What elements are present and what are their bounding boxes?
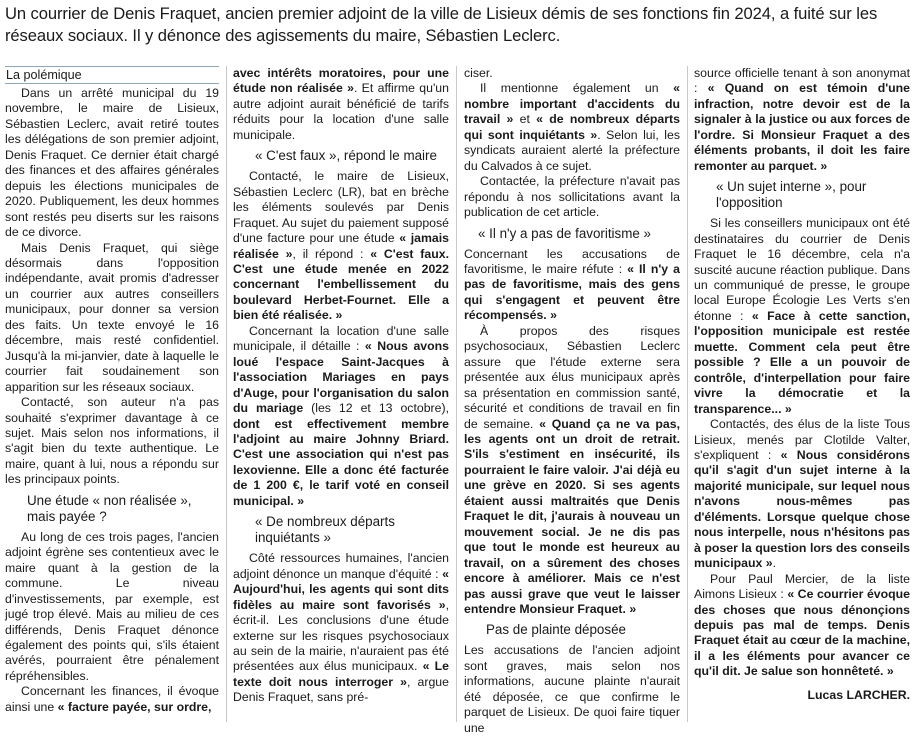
text-run: Côté ressources humaines, l'ancien adjoint dénonce un manque d'équité : — [233, 551, 449, 581]
text-run: et — [513, 112, 537, 127]
paragraph: Contacté, son auteur n'a pas souhaité s'exprimer davantage à ce sujet. Mais selon nos informations, il s'agit bien du texte authentique. Le maire, quant à lui, nous a répondu sur les principaux points. — [5, 395, 219, 487]
subheading: Une étude « non réalisée », mais payée ? — [27, 492, 192, 524]
text-run: , il répond : — [292, 246, 371, 261]
quote: « Quand ça ne va pas, les agents ont un droit de retrait. S'ils s'estiment en insécurité, ils pourraient le faire valoir. J'ai déjà eu une grève en 2020. Si ses agents étaient aussi maltraités que Denis Fraquet le dit, j'aurais à nouveau un mouvement social. Je ne dis pas que tout le monde est heureux au travail, on a sûrement des choses encore à améliorer. Mais ce n'est pas aussi grave que veut le laisser entendre Monsieur Fraquet. » — [464, 416, 680, 616]
quote: « Quand on est témoin d'une infraction, notre devoir est de la signaler à la justice ou aux forces de l'ordre. Si Monsieur Fraquet a des éléments probants, il doit les faire remonter au parquet. » — [694, 81, 910, 173]
paragraph — [694, 66, 910, 174]
section-rubric: La polémique — [5, 66, 219, 84]
text-run: Pour Paul Mercier, de la liste Aimons Lisieux : — [694, 571, 910, 602]
quote: « Ce courrier évoque des choses que nous dénonçions depuis pas mal de temps. Denis Fraquet était au cœur de la machine, il a les éléments pour avancer ce qu'il dit. Je salue son honnêteté. » — [694, 587, 910, 679]
quote: dont est effectivement membre l'adjoint au maire Johnny Briard. C'est une association qui n'est pas lexovienne. Elle a donc été facturée de 1 200 €, le tarif voté en conseil municipal. » — [233, 416, 449, 508]
article-lead: Un courrier de Denis Fraquet, ancien premier adjoint de la ville de Lisieux démis de ses fonctions fin 2024, a fuité sur les réseaux sociaux. Il y dénonce des agissements du maire, Sébastien Leclerc. — [5, 4, 878, 45]
paragraph: Dans un arrêté municipal du 19 novembre, le maire de Lisieux, Sébastien Leclerc, avait retiré toutes les délégations de son premier adjoint, Denis Fraquet. Ce dernier était chargé des finances et des affaires générales depuis les élections municipales de 2020. Publiquement, les deux hommes sont restés peu diserts sur les raisons de ce divorce. — [5, 86, 219, 240]
paragraph — [694, 216, 910, 417]
paragraph: Contactée, la préfecture n'avait pas répondu à nos sollicitations avant la publication de cet article. — [464, 174, 680, 220]
quote: « facture payée, sur ordre, — [57, 699, 212, 714]
quote: « Aujourd'hui, les agents qui sont dits fidèles au maire sont favorisés » — [233, 566, 449, 612]
text-run: (les 12 et 13 octobre), — [303, 401, 449, 416]
text-run: . — [772, 556, 777, 571]
paragraph — [464, 324, 680, 618]
text-run: , argue Denis Fraquet, sans pré- — [233, 674, 449, 705]
paragraph — [233, 551, 449, 706]
paragraph — [233, 324, 449, 509]
quote: « Nous avons loué l'espace Saint-Jacques à l'association Mariages en pays d'Auge, pour l'organisation du salon du mariage — [233, 339, 449, 416]
text-run: , écrit-il. Les conclusions d'une étude externe sur les risques psychosociaux au sein de la mairie, n'auraient pas été présentées aux élus municipaux. — [233, 597, 449, 674]
text-run: Contacté, le maire de Lisieux, Sébastien Leclerc (LR), bat en brèche les éléments soulevés par Denis Fraquet. Au sujet du paiement supposé d'une facture pour une étude — [233, 169, 449, 246]
paragraph — [694, 417, 910, 572]
text-run: source officielle tenant à son anonymat : — [694, 66, 910, 96]
quote: « de nombreux départs qui sont inquiétants » — [464, 112, 680, 142]
subheading: « C'est faux », répond le maire — [255, 148, 437, 164]
paragraph — [464, 247, 680, 324]
subheading: « De nombreux départs inquiétants » — [255, 514, 395, 546]
subheading: Pas de plainte déposée — [486, 622, 626, 638]
quote: « Le texte doit nous interroger » — [233, 659, 449, 689]
subheading: « Il n'y a pas de favoritisme » — [478, 225, 651, 241]
paragraph — [694, 572, 910, 680]
text-run: Si les conseillers municipaux ont été destinataires du courrier de Denis Fraquet le 16 décembre, cela n'a suscité aucune réaction publique. Dans un communiqué de presse, le groupe local Europe Écologie Les Verts s'en étonne : — [694, 216, 910, 323]
quote: « Face à cette sanction, l'opposition municipale est restée muette. Comment cela peut être possible ? Elle a un pouvoir de contrôle, d'interpellation pour faire vivre la démocratie et la transparence... » — [694, 308, 910, 416]
text-run: . Selon lui, les syndicats auraient alerté la préfecture du Calvados à ce sujet. — [464, 127, 680, 173]
paragraph — [233, 169, 449, 324]
quote: avec intérêts moratoires, pour une étude non réalisée » — [233, 66, 449, 96]
text-run: Concernant les accusations de favoritisme, le maire réfute : — [464, 246, 680, 276]
column-divider — [687, 66, 688, 722]
text-run: Contactés, des élus de la liste Tous Lisieux, menés par Clotilde Valter, s'expliquent : — [694, 417, 910, 462]
text-run: . Et affirme qu'un autre adjoint aurait bénéficié de tarifs réduits pour la location d'une salle municipale. — [233, 81, 449, 142]
author-signature: Lucas LARCHER. — [807, 687, 910, 702]
column-2 — [233, 66, 449, 722]
quote: « nombre important d'accidents du travail » — [464, 81, 680, 127]
paragraph — [464, 81, 680, 174]
paragraph — [233, 66, 449, 143]
text-run: Il mentionne également un — [480, 81, 674, 96]
column-1 — [5, 66, 219, 722]
text-run: Concernant la location d'une salle municipale, il détaille : — [233, 323, 449, 354]
subheading: « Un sujet interne », pour l'opposition — [716, 179, 867, 211]
column-3 — [464, 66, 680, 735]
paragraph: Mais Denis Fraquet, qui siège désormais dans l'opposition indépendante, avait promis d'adresser un courrier aux autres conseillers municipaux, pour donner sa version des faits. Un texte envoyé le 16 décembre, mais resté confidentiel. Jusqu'à la mi-janvier, date à laquelle le courrier fait soudainement son apparition sur les réseaux sociaux. — [5, 240, 219, 394]
paragraph: Les accusations de l'ancien adjoint sont graves, mais selon nos informations, aucune plainte n'aurait été déposée, ce que confirme le parquet de Lisieux. De quoi faire tiquer une — [464, 643, 680, 735]
article-body — [5, 66, 910, 735]
text-run: Concernant les finances, il évoque ainsi une — [5, 684, 219, 714]
quote: « Nous considérons qu'il s'agit d'un sujet interne à la majorité municipale, sur lequel nous n'avons nous-mêmes pas d'éléments. Lorsque quelque chose nous interpelle, nous n'hésitons pas à poser la question lors des conseils municipaux » — [694, 447, 910, 571]
column-4 — [694, 66, 910, 722]
quote: « Il n'y a pas de favoritisme, mais des gens qui s'engagent et peuvent être récompensés. » — [464, 261, 680, 323]
text-run: À propos des risques psychosociaux, Sébastien Leclerc assure que l'étude externe sera présentée aux élus municipaux après sa présentation en commission santé, sécurité et conditions de travail en fin de semaine. — [464, 323, 680, 431]
quote: « C'est faux. C'est une étude menée en 2022 concernant l'embellissement du boulevard Herbet-Fournet. Elle a bien été réalisée. » — [233, 246, 450, 323]
paragraph — [5, 684, 219, 715]
column-divider — [226, 66, 227, 722]
paragraph: Au long de ces trois pages, l'ancien adjoint égrène ses contentieux avec le maire quant à la gestion de la commune. Le niveau d'investissements, par exemple, est jugé trop élevé. Mais au milieu de ces différends, Denis Fraquet dénonce également des points qui, s'ils étaient avérés, pourraient être pénalement répréhensibles. — [5, 529, 219, 683]
column-divider — [456, 66, 457, 722]
quote: « jamais réalisée » — [233, 231, 450, 261]
paragraph: ciser. — [464, 66, 493, 80]
